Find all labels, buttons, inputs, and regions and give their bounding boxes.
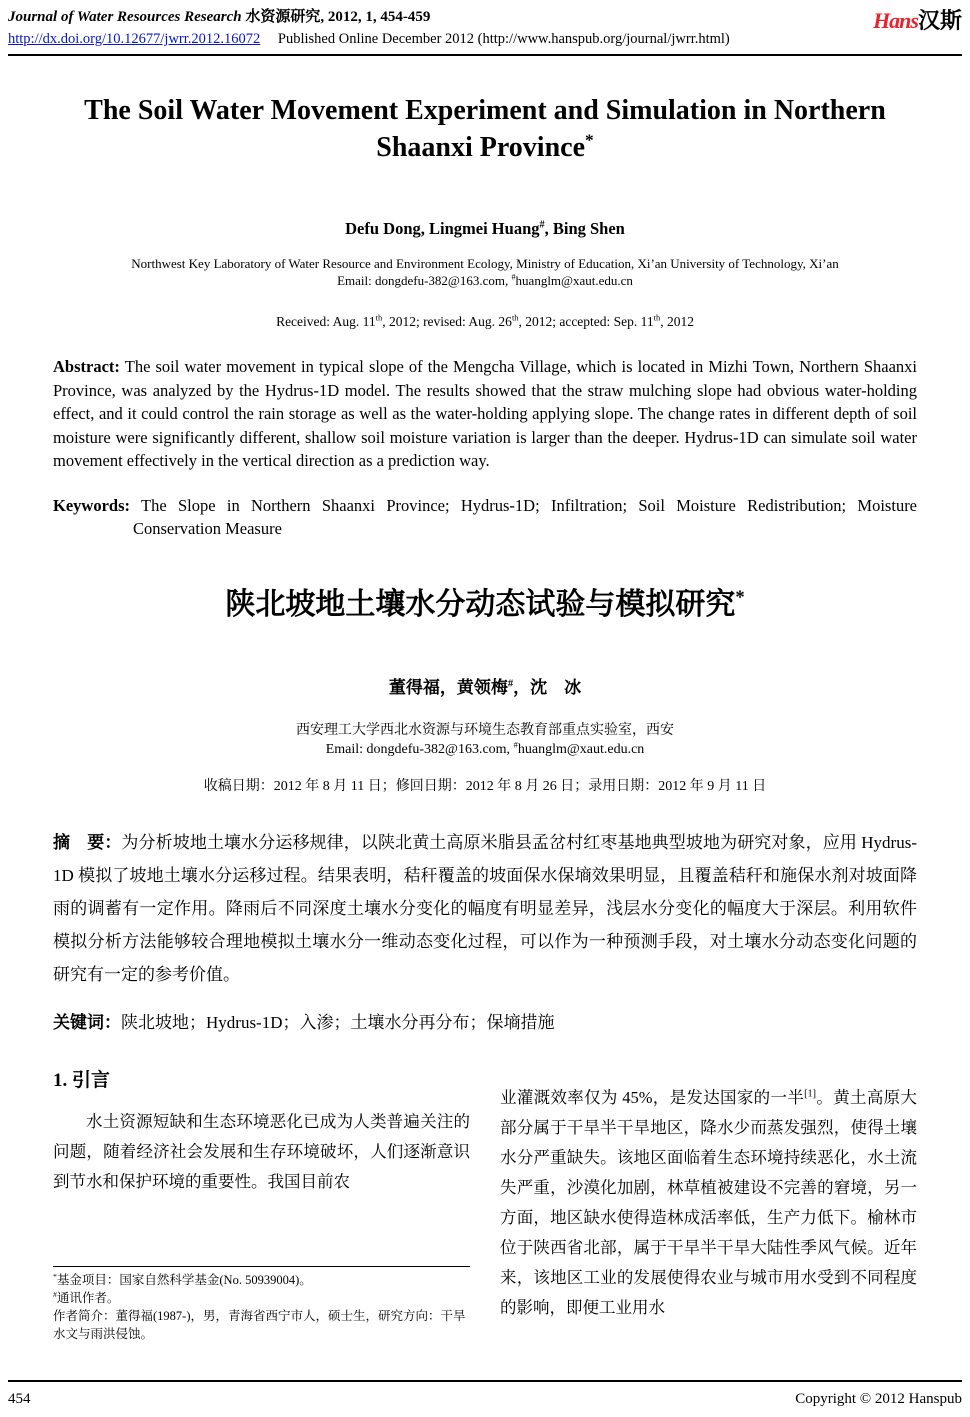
journal-name-zh: 水资源研究, 2012, 1, 454-459	[245, 9, 431, 25]
received-sup-2: th	[511, 313, 519, 323]
affiliation-zh: 西安理工大学西北水资源与环境生态教育部重点实验室，西安	[296, 722, 674, 738]
article-title-zh	[53, 585, 917, 625]
footnote-fund	[53, 1271, 470, 1289]
abstract-label-zh: 摘 要：	[53, 832, 122, 852]
email-zh-corresponding-mark: #	[513, 738, 518, 749]
left-column	[53, 1069, 470, 1343]
footnote-fund-text: 基金项目：国家自然科学基金(No. 50939004)。	[56, 1272, 312, 1287]
corresponding-author-mark: #	[539, 219, 545, 231]
right-column	[500, 1069, 917, 1343]
doi-link[interactable]: http://dx.doi.org/10.12677/jwrr.2012.16072	[8, 31, 261, 47]
footnote-fund-mark: *	[53, 1271, 57, 1281]
right-para-text-2: 。黄土高原大部分属于干旱半干旱地区，降水少而蒸发强烈，使得土壤水分严重缺失。该地区面临着生态环境持续恶化，水土流失严重，沙漠化加剧，林草植被建设不完善的窘境，另一方面，地区缺水使得造林成活率低，生产力低下。榆林市位于陕西省北部，属于干旱半干旱大陆性季风气候。近年来，该地区工业的发展使得农业与城市用水受到不同程度的影响，即便工业用水	[500, 1087, 918, 1317]
received-part-4: , 2012	[660, 314, 694, 329]
keywords-text-en: The Slope in Northern Shaanxi Province; Hydrus-1D; Infiltration; Soil Moisture Redistribution; Moisture Conservation Measure	[133, 495, 918, 538]
hanspub-logo-zh: 汉斯	[917, 8, 962, 33]
abstract-text-en: The soil water movement in typical slope of the Mengcha Village, which is located in Mizhi Town, Northern Shaanxi Province, was analyzed by the Hydrus-1D model. The results showed that the straw mulching slope had obvious water-holding effect, and it could control the rain storage as well as the water-holding applying slope. The change rates in different depth of soil moisture were significantly different, shallow soil moisture variation is larger than the deeper. Hydrus-1D can simulate soil water movement effectively in the vertical direction as a prediction way.	[53, 357, 917, 470]
dates-zh: 收稿日期：2012 年 8 月 11 日；修回日期：2012 年 8 月 26 日；录用日期：2012 年 9 月 11 日	[203, 778, 767, 794]
body-columns	[53, 1069, 917, 1343]
journal-name-en: Journal of Water Resources Research	[8, 9, 242, 25]
affiliation-block-en	[53, 255, 917, 289]
section-1-heading: 1. 引言	[53, 1069, 111, 1091]
article-title-en	[75, 92, 895, 166]
abstract-zh	[53, 826, 917, 991]
title-footnote-asterisk-zh: *	[735, 586, 745, 608]
received-line-en	[53, 313, 917, 331]
authors-en-text-2: , Bing Shen	[544, 219, 625, 238]
received-part-2: , 2012; revised: Aug. 26	[382, 314, 512, 329]
affiliation-block-zh	[53, 721, 917, 759]
journal-header	[8, 8, 962, 49]
authors-zh-text-1: 董得福，黄领梅	[388, 677, 508, 697]
email-corresponding-mark: #	[511, 272, 516, 282]
abstract-en	[53, 355, 917, 473]
email-zh-text-1: Email: dongdefu-382@163.com,	[325, 741, 514, 757]
email-text-2: huanglm@xaut.edu.cn	[515, 273, 633, 288]
authors-en-text-1: Defu Dong, Lingmei Huang	[345, 219, 540, 238]
keywords-zh	[53, 1011, 917, 1035]
received-sup-1: th	[375, 313, 383, 323]
email-zh-text-2: huanglm@xaut.edu.cn	[517, 741, 645, 757]
corresponding-author-mark-zh: #	[507, 677, 514, 689]
doi-line	[8, 29, 730, 49]
keywords-label-zh: 关键词：	[53, 1012, 121, 1032]
abstract-label-en: Abstract:	[53, 357, 120, 376]
footnote-corresponding-author	[53, 1289, 470, 1307]
authors-zh	[53, 677, 917, 699]
article-title-zh-text: 陕北坡地土壤水分动态试验与模拟研究	[225, 587, 736, 621]
received-part-3: , 2012; accepted: Sep. 11	[518, 314, 654, 329]
keywords-text-zh: 陕北坡地；Hydrus-1D；入渗；土壤水分再分布；保墒措施	[121, 1012, 555, 1032]
footnote-author-bio: 作者简介：董得福(1987-)，男，青海省西宁市人，硕士生，研究方向：干旱水文与雨洪侵蚀。	[53, 1308, 466, 1341]
keywords-label-en: Keywords:	[53, 495, 130, 515]
hanspub-logo	[873, 8, 962, 34]
email-line-en	[53, 272, 917, 289]
footer-rule	[8, 1380, 962, 1382]
journal-name-line	[8, 8, 730, 27]
page-footer	[8, 1380, 962, 1409]
section-1-paragraph-left: 水土资源短缺和生态环境恶化已成为人类普遍关注的问题，随着经济社会发展和生存环境破坏，人们逐渐意识到节水和保护环境的重要性。我国目前农	[53, 1111, 470, 1191]
article-content	[8, 92, 962, 1343]
authors-zh-text-2: ，沈 冰	[513, 677, 582, 697]
header-rule	[8, 54, 962, 56]
footnote-corresponding-mark: #	[53, 1289, 57, 1299]
title-footnote-asterisk: *	[585, 130, 594, 150]
citation-mark-1: [1]	[804, 1088, 817, 1099]
journal-header-left	[8, 8, 730, 49]
abstract-text-zh: 为分析坡地土壤水分运移规律，以陕北黄土高原米脂县孟岔村红枣基地典型坡地为研究对象，应用 Hydrus-1D 模拟了坡地土壤水分运移过程。结果表明，秸秆覆盖的坡面保水保墒效果明显，且覆盖秸秆和施保水剂对坡面降雨的调蓄有一定作用。降雨后不同深度土壤水分变化的幅度有明显差异，浅层水分变化的幅度大于深层。利用软件模拟分析方法能够较合理地模拟土壤水分一维动态变化过程，可以作为一种预测手段，对土壤水分动态变化问题的研究有一定的参考价值。	[53, 832, 917, 984]
received-sup-3: th	[653, 313, 661, 323]
affiliation-en: Northwest Key Laboratory of Water Resource and Environment Ecology, Ministry of Education, Xi’an University of Technology, Xi’an	[131, 256, 839, 271]
received-part-1: Received: Aug. 11	[276, 314, 376, 329]
right-para-text-1: 业灌溉效率仅为 45%，是发达国家的一半	[500, 1087, 805, 1107]
footnotes-block	[53, 1266, 470, 1343]
section-1-paragraph-right	[500, 1083, 917, 1323]
article-title-en-text: The Soil Water Movement Experiment and Simulation in Northern Shaanxi Province	[84, 95, 886, 163]
email-line-zh	[53, 740, 917, 759]
hanspub-logo-hans: Hans	[873, 8, 918, 33]
published-info: Published Online December 2012 (http://www.hanspub.org/journal/jwrr.html)	[277, 31, 730, 47]
page-number: 454	[8, 1391, 31, 1407]
email-text-1: Email: dongdefu-382@163.com,	[337, 273, 512, 288]
authors-en	[53, 218, 917, 239]
footnote-rule	[53, 1266, 470, 1267]
footnote-corresponding-text: 通讯作者。	[56, 1290, 120, 1305]
keywords-en	[53, 494, 917, 541]
copyright-notice: Copyright © 2012 Hanspub	[795, 1391, 962, 1407]
